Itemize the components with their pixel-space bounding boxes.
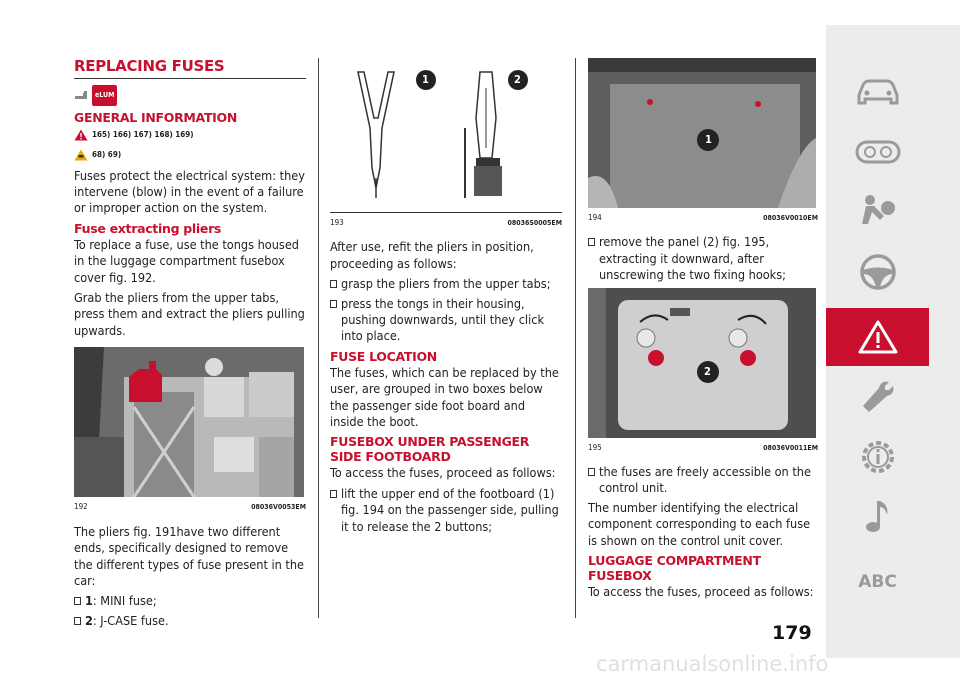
bullet-box [588, 468, 595, 476]
freely-accessible-bullet [588, 464, 818, 497]
bullet-2-text: : J-CASE fuse. [92, 612, 169, 628]
figure-193-code: 08036S0005EM [507, 219, 562, 227]
gear-info-icon [858, 437, 898, 477]
sidebar-item-emergency[interactable] [826, 308, 929, 366]
lum-badge: eLUM [92, 85, 117, 105]
pliers-text-2: Grab the pliers from the upper tabs, press them and extract the pliers pulling upwards. [74, 290, 305, 338]
page-number: 179 [772, 622, 812, 644]
bullet-1-number: 1 [85, 593, 93, 609]
figure-192-caption [74, 499, 306, 515]
fusebox-photo [74, 347, 304, 497]
figure-195 [588, 288, 816, 438]
caution-refs-text: 68) 69) [92, 150, 122, 160]
after-bullet-1-text: grasp the pliers from the upper tabs; [341, 276, 551, 292]
sidebar-item-maintenance[interactable] [826, 368, 929, 426]
index-abc-label: ABC [858, 572, 897, 592]
steering-wheel-icon [859, 253, 897, 291]
figure-195-number: 195 [588, 442, 602, 452]
watermark: carmanualsonline.info [596, 652, 829, 676]
hand-pointer-icon [74, 90, 90, 102]
bullet-jcase-fuse [74, 613, 306, 629]
sidebar-item-safety[interactable] [826, 183, 929, 241]
after-use-text: After use, refit the pliers in position, proceeding as follows: [330, 239, 534, 271]
remove-panel-bullet [588, 234, 818, 283]
bullet-box [74, 597, 81, 605]
panel-photo [588, 288, 816, 438]
column-divider-2 [575, 58, 576, 618]
luggage-text: To access the fuses, proceed as follows: [588, 584, 814, 600]
lum-indicator [74, 85, 306, 105]
fusebox-passenger-text: To access the fuses, proceed as follows: [330, 465, 556, 481]
column-1 [74, 58, 306, 632]
figure-193 [330, 58, 562, 212]
remove-panel-text: remove the panel (2) fig. 195, extracting it downward, after unscrewing the two fixing hooks; [599, 234, 786, 283]
sidebar-item-car[interactable] [826, 63, 929, 121]
dashboard-icon [855, 139, 901, 165]
sidebar-item-multimedia[interactable] [826, 488, 929, 546]
figure-195-label: 2 [704, 364, 711, 378]
bullet-box [588, 238, 595, 246]
luggage-heading: LUGGAGE COMPARTMENT FUSEBOX [588, 553, 761, 584]
figure-192-number: 192 [74, 502, 88, 512]
section-title: REPLACING FUSES [74, 58, 306, 79]
bullet-box [330, 280, 337, 288]
general-text: Fuses protect the electrical system: they intervene (blow) in the event of a failure or improper action on the system. [74, 167, 305, 216]
figure-193-label-1: 1 [422, 73, 429, 86]
wrench-icon [859, 378, 897, 416]
figure-193-caption [330, 215, 562, 231]
caution-refs [74, 147, 306, 163]
fusebox-bullet-1 [330, 486, 562, 535]
warning-triangle-icon [858, 320, 898, 354]
figure-195-code: 08036V0011EM [763, 443, 818, 452]
freely-accessible-text: the fuses are freely accessible on the control unit. [599, 464, 811, 496]
airbag-icon [858, 194, 898, 230]
pliers-ends-text: The pliers fig. 191have two different ends, specifically designed to remove the different types of fuse present in the car: [74, 523, 305, 588]
sidebar-item-driving[interactable] [826, 243, 929, 301]
figure-194-number: 194 [588, 213, 602, 222]
figure-193-number: 193 [330, 218, 344, 227]
fuse-location-heading: FUSE LOCATION [330, 348, 437, 364]
figure-194-code: 08036V0010EM [763, 214, 818, 222]
bullet-box [330, 490, 337, 498]
chapter-sidebar [826, 25, 960, 658]
fusebox-bullet-1-text: lift the upper end of the footboard (1) fig. 194 on the passenger side, pulling it to release the 2 buttons; [341, 485, 559, 534]
sidebar-item-dashboard[interactable] [826, 123, 929, 181]
figure-193-label-2: 2 [514, 73, 521, 86]
warning-refs [74, 127, 306, 143]
bullet-mini-fuse [74, 593, 306, 609]
figure-192-code: 08036V0053EM [251, 503, 306, 512]
column-3 [588, 58, 818, 604]
figure-194-label: 1 [705, 133, 712, 146]
warning-refs-text: 165) 166) 167) 168) 169) [92, 129, 194, 139]
bullet-box [330, 300, 337, 308]
car-icon [855, 77, 901, 107]
after-bullet-2-text: press the tongs in their housing, pushing downwards, until they click into place. [341, 295, 545, 344]
after-bullet-2 [330, 296, 562, 345]
footboard-photo [588, 58, 816, 208]
after-bullet-1 [330, 276, 562, 292]
figure-195-caption [588, 440, 818, 456]
general-information-heading: GENERAL INFORMATION [74, 109, 238, 125]
warning-triangle-icon [74, 129, 88, 141]
number-text: The number identifying the electrical component corresponding to each fuse is shown on the control unit cover. [588, 499, 811, 548]
bullet-1-text: : MINI fuse; [92, 593, 157, 609]
pliers-text-1: To replace a fuse, use the tongs housed in the luggage compartment fusebox cover fig. 192. [74, 236, 299, 285]
pliers-heading: Fuse extracting pliers [74, 220, 222, 236]
column-2 [330, 58, 562, 538]
fusebox-passenger-heading: FUSEBOX UNDER PASSENGER SIDE FOOTBOARD [330, 434, 530, 465]
bullet-2-number: 2 [85, 612, 93, 628]
figure-194 [588, 58, 816, 208]
sidebar-item-technical[interactable] [826, 428, 929, 486]
caution-triangle-icon [74, 149, 88, 161]
figure-192 [74, 347, 304, 497]
column-divider-1 [318, 58, 319, 618]
fuse-location-text: The fuses, which can be replaced by the user, are grouped in two boxes below the passenger side foot board and inside the boot. [330, 364, 559, 430]
pliers-drawing [330, 58, 562, 212]
bullet-box [74, 617, 81, 625]
sidebar-item-index[interactable] [826, 553, 929, 611]
music-note-icon [863, 499, 893, 535]
figure-194-caption [588, 210, 818, 226]
